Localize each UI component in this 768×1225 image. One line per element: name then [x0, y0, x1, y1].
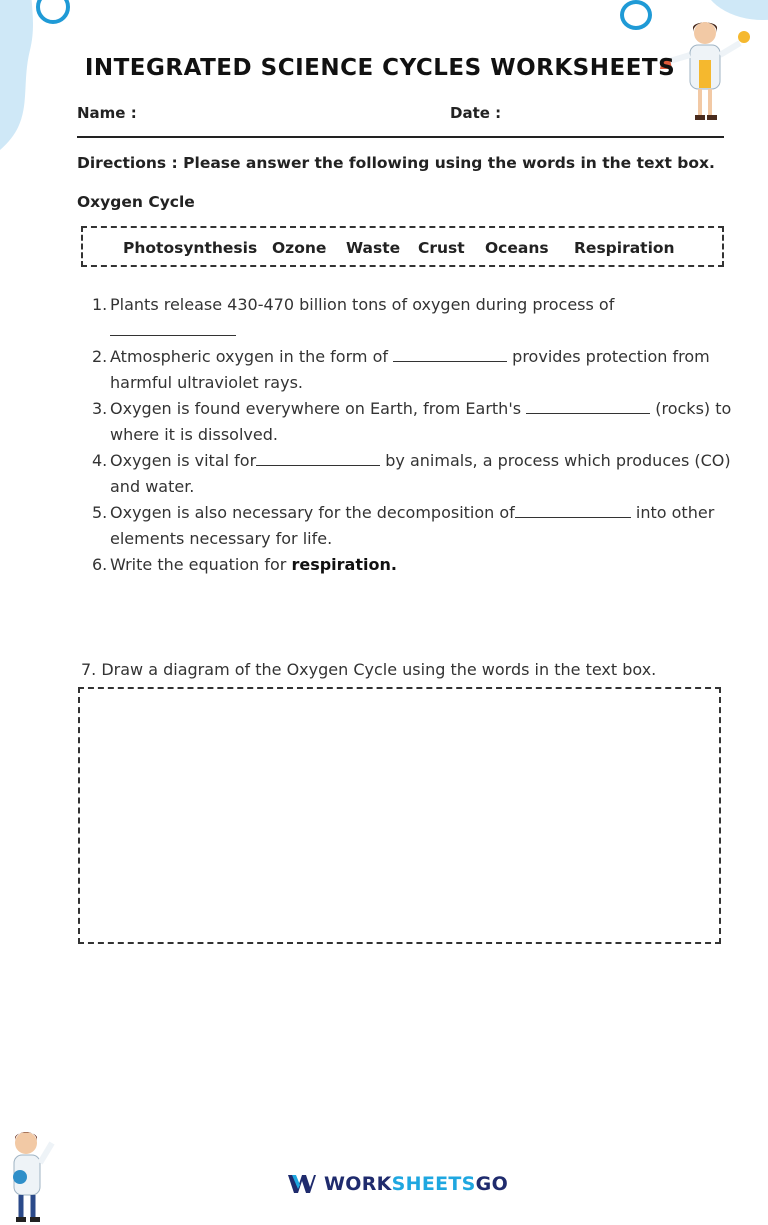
name-label: Name : [77, 104, 137, 122]
worksheetsgo-logo-icon [288, 1173, 316, 1195]
word-bank-item: Oceans [485, 239, 549, 257]
directions-text: Directions : Please answer the following using the words in the text box. [77, 154, 715, 172]
section-title: Oxygen Cycle [77, 193, 195, 211]
word-bank-item: Ozone [272, 239, 327, 257]
brand-name: WORKSHEETSGO [324, 1173, 509, 1195]
question-list [92, 292, 732, 578]
question-item: 6. Write the equation for respiration. [92, 555, 397, 574]
question-item: 2. Atmospheric oxygen in the form of provides protection from harmful ultraviolet rays. [92, 347, 710, 392]
scientist-boy-illustration [4, 1125, 60, 1223]
answer-blank[interactable] [515, 503, 631, 518]
question-item: 1. Plants release 430-470 billion tons of oxygen during process of [92, 292, 732, 344]
word-bank-item: Crust [418, 239, 465, 257]
drawing-area[interactable] [78, 687, 721, 944]
date-label: Date : [450, 104, 502, 122]
answer-blank[interactable] [110, 321, 236, 336]
answer-blank[interactable] [526, 399, 650, 414]
question-item: 3. Oxygen is found everywhere on Earth, from Earth's (rocks) to where it is dissolved. [92, 399, 732, 444]
worksheet-title: INTEGRATED SCIENCE CYCLES WORKSHEETS [84, 55, 676, 81]
answer-blank[interactable] [393, 347, 507, 362]
word-bank-item: Photosynthesis [123, 239, 258, 257]
footer-logo [288, 1173, 508, 1195]
word-bank-item: Respiration [574, 239, 675, 257]
answer-blank[interactable] [256, 451, 380, 466]
word-bank-item: Waste [346, 239, 401, 257]
ring-decoration-right [620, 0, 652, 30]
draw-question: 7. Draw a diagram of the Oxygen Cycle using the words in the text box. [81, 660, 657, 679]
word-bank-box [81, 226, 724, 267]
question-item: 4. Oxygen is vital for by animals, a process which produces (CO) and water. [92, 451, 731, 496]
header-divider [77, 136, 724, 138]
ring-decoration-left [36, 0, 70, 24]
question-item: 5. Oxygen is also necessary for the decomposition of into other elements necessary for life. [92, 503, 715, 548]
